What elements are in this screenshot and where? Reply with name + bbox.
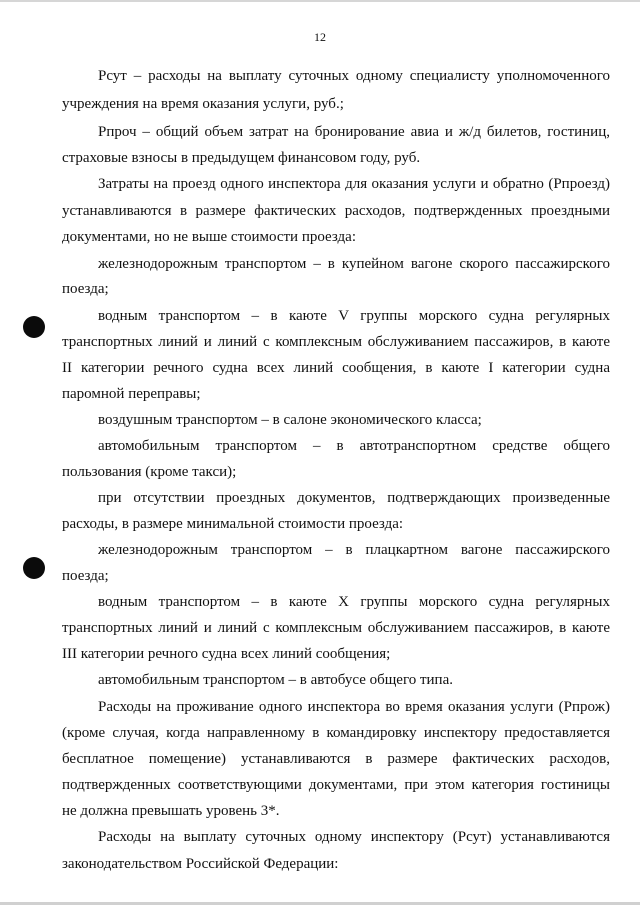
text-line: Рсут – расходы на выплату суточных одному специалисту уполномоченного	[98, 68, 610, 84]
text-line: Затраты на проезд одного инспектора для оказания услуги и обратно (Рпроезд)	[98, 176, 610, 192]
text-line: транспортных линий и линий с комплексным обслуживанием пассажиров, в каюте	[62, 620, 610, 636]
punch-hole	[23, 557, 45, 579]
text-line: при отсутствии проездных документов, подтверждающих произведенные	[98, 490, 610, 506]
text-line: паромной переправы;	[62, 386, 201, 402]
text-line: бесплатное помещение) устанавливаются в размере фактических расходов,	[62, 751, 610, 767]
text-line: учреждения на время оказания услуги, руб.;	[62, 96, 344, 112]
text-line: транспортных линий и линий с комплексным обслуживанием пассажиров, в каюте	[62, 334, 610, 350]
text-line: (кроме случая, когда направленному в командировку инспектору предоставляется	[62, 725, 610, 741]
text-line: железнодорожным транспортом – в плацкартном вагоне пассажирского	[98, 542, 610, 558]
text-line: пользования (кроме такси);	[62, 464, 237, 480]
text-line: документами, но не выше стоимости проезда:	[62, 229, 356, 245]
text-line: водным транспортом – в каюте V группы морского судна регулярных	[98, 308, 610, 324]
text-line: страховые взносы в предыдущем финансовом году, руб.	[62, 150, 421, 166]
punch-hole	[23, 316, 45, 338]
scan-top-edge	[0, 0, 640, 2]
text-line: Рпроч – общий объем затрат на бронирование авиа и ж/д билетов, гостиниц,	[98, 124, 610, 140]
text-line: устанавливаются в размере фактических расходов, подтвержденных проездными	[62, 203, 610, 219]
text-line: автомобильным транспортом – в автобусе общего типа.	[98, 672, 453, 688]
text-line: не должна превышать уровень 3*.	[62, 803, 280, 819]
text-line: расходы, в размере минимальной стоимости проезда:	[62, 516, 404, 532]
page-number: 12	[314, 30, 326, 44]
text-line: поезда;	[62, 568, 109, 584]
text-line: Расходы на выплату суточных одному инспектору (Рсут) устанавливаются	[98, 829, 610, 845]
text-line: II категории речного судна всех линий сообщения, в каюте I категории судна	[62, 360, 610, 376]
text-line: автомобильным транспортом – в автотранспортном средстве общего	[98, 438, 610, 454]
text-line: законодательством Российской Федерации:	[62, 856, 339, 872]
text-line: поезда;	[62, 281, 109, 297]
text-line: водным транспортом – в каюте X группы морского судна регулярных	[98, 594, 610, 610]
text-line: Расходы на проживание одного инспектора во время оказания услуги (Рпрож)	[98, 699, 610, 715]
text-line: воздушным транспортом – в салоне экономического класса;	[98, 412, 482, 428]
text-line: железнодорожным транспортом – в купейном вагоне скорого пассажирского	[98, 256, 610, 272]
text-line: подтвержденных соответствующими документами, при этом категория гостиницы	[62, 777, 610, 793]
text-line: III категории речного судна всех линий сообщения;	[62, 646, 391, 662]
